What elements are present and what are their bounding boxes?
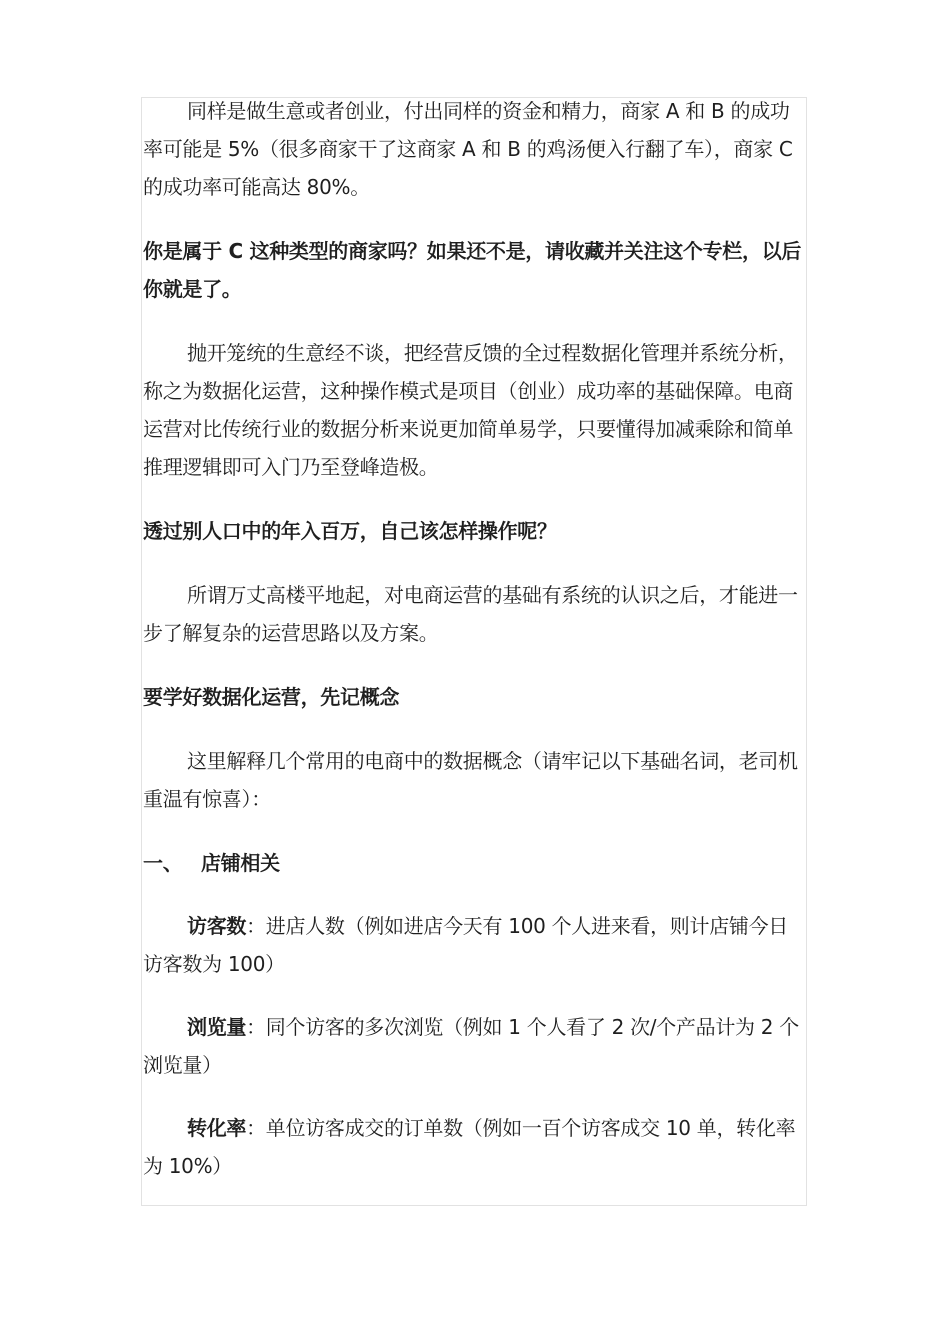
term-conversion-rate <box>143 1109 807 1185</box>
section-title: 店铺相关 <box>201 851 280 875</box>
paragraph-intro: 同样是做生意或者创业，付出同样的资金和精力，商家 A 和 B 的成功率可能是 5%（很多商家干了这商家 A 和 B 的鸡汤便入行翻了车），商家 C 的成功率可能高达 80%。 <box>143 99 793 199</box>
paragraph-concepts-intro: 这里解释几个常用的电商中的数据概念（请牢记以下基础名词，老司机重温有惊喜）： <box>143 749 798 811</box>
section-heading-store <box>143 844 807 882</box>
heading-merchant-c: 你是属于 C 这种类型的商家吗？如果还不是，请收藏并关注这个专栏，以后你就是了。 <box>143 239 802 301</box>
heading-learn-concepts: 要学好数据化运营，先记概念 <box>143 685 400 709</box>
document-body <box>143 92 807 1185</box>
term-visitors <box>143 907 807 983</box>
section-number: 一、 <box>143 851 183 875</box>
paragraph-foundation: 所谓万丈高楼平地起，对电商运营的基础有系统的认识之后，才能进一步了解复杂的运营思路以及方案。 <box>143 583 798 645</box>
term-definition: ：单位访客成交的订单数（例如一百个访客成交 10 单，转化率为 10%） <box>143 1116 796 1178</box>
term-label: 浏览量 <box>187 1015 247 1039</box>
term-definition: ：进店人数（例如进店今天有 100 个人进来看，则计店铺今日访客数为 100） <box>143 914 788 976</box>
term-definition: ：同个访客的多次浏览（例如 1 个人看了 2 次/个产品计为 2 个浏览量） <box>143 1015 799 1077</box>
term-label: 访客数 <box>187 914 247 938</box>
term-label: 转化率 <box>187 1116 247 1140</box>
term-pageviews <box>143 1008 807 1084</box>
paragraph-data-operation: 抛开笼统的生意经不谈，把经营反馈的全过程数据化管理并系统分析，称之为数据化运营，这种操作模式是项目（创业）成功率的基础保障。电商运营对比传统行业的数据分析来说更加简单易学，只要懂得加减乘除和简单推理逻辑即可入门乃至登峰造极。 <box>143 341 798 479</box>
heading-how-to-operate: 透过别人口中的年入百万，自己该怎样操作呢？ <box>143 519 557 543</box>
